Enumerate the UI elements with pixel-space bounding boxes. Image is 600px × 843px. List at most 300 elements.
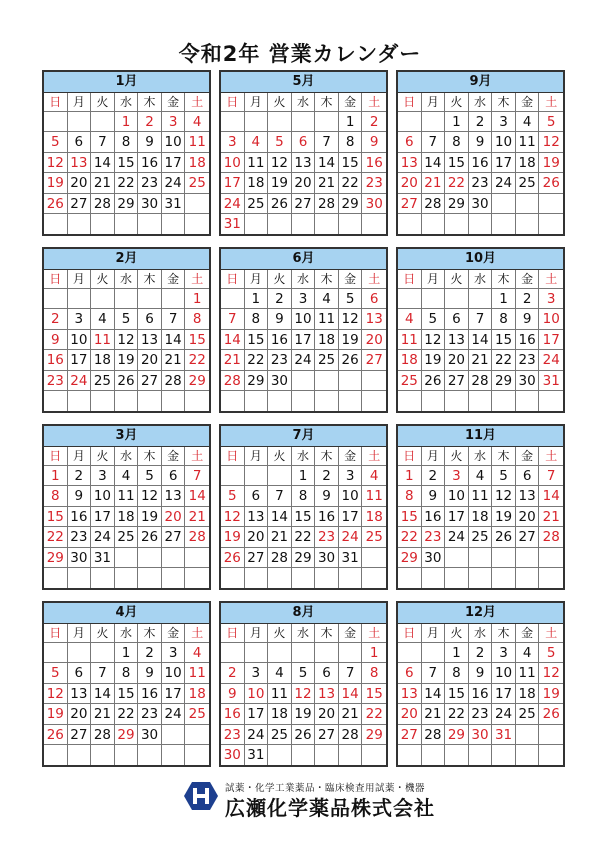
day-cell: 8: [115, 132, 139, 152]
weekday-label: 日: [221, 270, 245, 289]
day-cell: 14: [268, 507, 292, 527]
day-cell: [516, 194, 540, 214]
day-cell: 13: [162, 486, 186, 506]
day-cell: 1: [115, 643, 139, 663]
day-cell: 29: [445, 725, 469, 745]
day-cell: 10: [91, 486, 115, 506]
day-cell: 20: [315, 704, 339, 724]
day-cell: 15: [492, 330, 516, 350]
day-cell: [245, 466, 269, 486]
month-grid: [398, 270, 563, 411]
day-cell: 28: [315, 194, 339, 214]
day-cell: [115, 548, 139, 568]
month-grid: [221, 624, 386, 765]
day-cell: 19: [268, 173, 292, 193]
day-cell: 6: [292, 132, 316, 152]
day-cell: [362, 568, 386, 588]
day-cell: 8: [362, 663, 386, 683]
day-cell: 19: [339, 330, 363, 350]
day-cell: 9: [516, 309, 540, 329]
day-cell: 23: [68, 527, 92, 547]
day-cell: [469, 568, 493, 588]
day-cell: [422, 568, 446, 588]
weekday-label: 水: [469, 624, 493, 643]
day-cell: 11: [362, 486, 386, 506]
day-cell: [492, 568, 516, 588]
day-cell: 7: [91, 663, 115, 683]
weekday-label: 金: [516, 447, 540, 466]
hirose-logo-icon: [183, 781, 219, 811]
day-cell: 25: [516, 173, 540, 193]
day-cell: 7: [315, 132, 339, 152]
day-cell: 24: [492, 173, 516, 193]
day-cell: [91, 568, 115, 588]
day-cell: 24: [292, 350, 316, 370]
weekday-label: 木: [315, 93, 339, 112]
day-cell: [221, 643, 245, 663]
day-cell: [339, 214, 363, 234]
day-cell: 19: [138, 507, 162, 527]
day-cell: 3: [91, 466, 115, 486]
day-cell: 27: [362, 350, 386, 370]
weekday-label: 木: [138, 93, 162, 112]
day-cell: 25: [315, 350, 339, 370]
day-cell: 9: [44, 330, 68, 350]
weekday-label: 月: [68, 93, 92, 112]
day-cell: 3: [162, 643, 186, 663]
day-cell: [539, 745, 563, 765]
day-cell: 25: [185, 704, 209, 724]
day-cell: 6: [138, 309, 162, 329]
day-cell: [91, 745, 115, 765]
day-cell: 15: [115, 684, 139, 704]
day-cell: [362, 371, 386, 391]
day-cell: 18: [268, 704, 292, 724]
day-cell: 11: [91, 330, 115, 350]
day-cell: 11: [516, 663, 540, 683]
day-cell: 13: [292, 153, 316, 173]
day-cell: 6: [516, 466, 540, 486]
day-cell: 12: [339, 309, 363, 329]
day-cell: [138, 289, 162, 309]
weekday-label: 日: [398, 93, 422, 112]
day-cell: 15: [292, 507, 316, 527]
day-cell: 23: [362, 173, 386, 193]
day-cell: 10: [339, 486, 363, 506]
weekday-label: 日: [44, 270, 68, 289]
weekday-label: 金: [162, 624, 186, 643]
day-cell: 1: [398, 466, 422, 486]
weekday-label: 火: [91, 624, 115, 643]
weekday-label: 金: [339, 624, 363, 643]
day-cell: 4: [315, 289, 339, 309]
day-cell: [469, 289, 493, 309]
weekday-label: 日: [221, 624, 245, 643]
day-cell: [445, 214, 469, 234]
day-cell: 27: [315, 725, 339, 745]
day-cell: 3: [68, 309, 92, 329]
month-calendar: [219, 424, 388, 590]
month-grid: [398, 93, 563, 234]
weekday-label: 木: [492, 447, 516, 466]
day-cell: 21: [315, 173, 339, 193]
day-cell: [91, 391, 115, 411]
day-cell: [539, 548, 563, 568]
month-calendar: [396, 70, 565, 236]
day-cell: 25: [245, 194, 269, 214]
day-cell: 29: [185, 371, 209, 391]
month-grid: [398, 624, 563, 765]
day-cell: [68, 391, 92, 411]
day-cell: [162, 391, 186, 411]
day-cell: 30: [138, 194, 162, 214]
day-cell: 19: [539, 153, 563, 173]
day-cell: 21: [469, 350, 493, 370]
month-header: 10月: [398, 249, 563, 270]
day-cell: 2: [469, 112, 493, 132]
day-cell: 9: [469, 663, 493, 683]
day-cell: 29: [292, 548, 316, 568]
day-cell: 7: [162, 309, 186, 329]
day-cell: 29: [115, 194, 139, 214]
weekday-label: 火: [268, 624, 292, 643]
day-cell: 20: [398, 704, 422, 724]
day-cell: 2: [362, 112, 386, 132]
day-cell: [68, 568, 92, 588]
month-calendar: [396, 601, 565, 767]
day-cell: 14: [339, 684, 363, 704]
day-cell: 4: [185, 643, 209, 663]
day-cell: 30: [422, 548, 446, 568]
day-cell: 15: [362, 684, 386, 704]
weekday-label: 木: [492, 270, 516, 289]
weekday-label: 土: [362, 447, 386, 466]
day-cell: 5: [138, 466, 162, 486]
weekday-label: 月: [422, 447, 446, 466]
day-cell: [292, 371, 316, 391]
day-cell: 7: [185, 466, 209, 486]
day-cell: 22: [245, 350, 269, 370]
weekday-label: 月: [68, 270, 92, 289]
day-cell: 18: [245, 173, 269, 193]
day-cell: [91, 112, 115, 132]
day-cell: 24: [492, 704, 516, 724]
day-cell: 5: [268, 132, 292, 152]
day-cell: 18: [398, 350, 422, 370]
day-cell: 16: [422, 507, 446, 527]
day-cell: 12: [115, 330, 139, 350]
weekday-label: 土: [185, 447, 209, 466]
day-cell: [539, 568, 563, 588]
day-cell: 16: [362, 153, 386, 173]
day-cell: 24: [445, 527, 469, 547]
month-calendar: [219, 247, 388, 413]
day-cell: 12: [221, 507, 245, 527]
weekday-label: 月: [422, 93, 446, 112]
day-cell: 12: [138, 486, 162, 506]
day-cell: 25: [516, 704, 540, 724]
day-cell: [91, 643, 115, 663]
day-cell: [268, 466, 292, 486]
day-cell: [91, 214, 115, 234]
day-cell: 9: [68, 486, 92, 506]
day-cell: 16: [44, 350, 68, 370]
day-cell: 8: [445, 132, 469, 152]
day-cell: 4: [91, 309, 115, 329]
day-cell: 24: [68, 371, 92, 391]
day-cell: [292, 568, 316, 588]
day-cell: 28: [339, 725, 363, 745]
weekday-label: 土: [362, 624, 386, 643]
day-cell: 1: [339, 112, 363, 132]
day-cell: [422, 289, 446, 309]
day-cell: 12: [539, 663, 563, 683]
day-cell: [292, 112, 316, 132]
day-cell: 22: [492, 350, 516, 370]
day-cell: 14: [162, 330, 186, 350]
day-cell: 23: [221, 725, 245, 745]
day-cell: 2: [469, 643, 493, 663]
weekday-label: 土: [539, 447, 563, 466]
day-cell: 21: [422, 704, 446, 724]
day-cell: [422, 214, 446, 234]
day-cell: 27: [292, 194, 316, 214]
weekday-label: 水: [469, 93, 493, 112]
day-cell: [398, 568, 422, 588]
day-cell: 15: [445, 153, 469, 173]
day-cell: 9: [362, 132, 386, 152]
month-grid: [221, 93, 386, 234]
day-cell: 9: [469, 132, 493, 152]
day-cell: [492, 194, 516, 214]
day-cell: 7: [422, 132, 446, 152]
day-cell: 13: [68, 684, 92, 704]
weekday-label: 日: [221, 447, 245, 466]
day-cell: 8: [492, 309, 516, 329]
day-cell: [315, 568, 339, 588]
day-cell: 16: [469, 153, 493, 173]
day-cell: [516, 214, 540, 234]
day-cell: 28: [91, 194, 115, 214]
day-cell: [91, 289, 115, 309]
day-cell: 19: [115, 350, 139, 370]
day-cell: 1: [492, 289, 516, 309]
day-cell: [138, 568, 162, 588]
weekday-label: 金: [516, 93, 540, 112]
day-cell: 31: [339, 548, 363, 568]
day-cell: [185, 194, 209, 214]
day-cell: 12: [44, 684, 68, 704]
month-calendar: [42, 601, 211, 767]
day-cell: 21: [422, 173, 446, 193]
weekday-label: 土: [362, 93, 386, 112]
day-cell: 13: [445, 330, 469, 350]
day-cell: 27: [138, 371, 162, 391]
day-cell: 1: [292, 466, 316, 486]
weekday-label: 水: [115, 624, 139, 643]
day-cell: 28: [268, 548, 292, 568]
month-calendar: [396, 247, 565, 413]
day-cell: 11: [315, 309, 339, 329]
day-cell: [115, 214, 139, 234]
month-header: 8月: [221, 603, 386, 624]
day-cell: 19: [221, 527, 245, 547]
day-cell: 21: [339, 704, 363, 724]
day-cell: [292, 745, 316, 765]
day-cell: 29: [398, 548, 422, 568]
day-cell: [422, 643, 446, 663]
day-cell: 24: [162, 704, 186, 724]
day-cell: 6: [162, 466, 186, 486]
day-cell: 4: [245, 132, 269, 152]
day-cell: [315, 745, 339, 765]
day-cell: 31: [539, 371, 563, 391]
day-cell: [245, 643, 269, 663]
day-cell: [44, 289, 68, 309]
day-cell: 3: [445, 466, 469, 486]
day-cell: 7: [539, 466, 563, 486]
day-cell: [245, 112, 269, 132]
weekday-label: 木: [138, 270, 162, 289]
day-cell: 9: [138, 663, 162, 683]
day-cell: 14: [422, 684, 446, 704]
day-cell: 15: [115, 153, 139, 173]
day-cell: 7: [422, 663, 446, 683]
day-cell: 21: [162, 350, 186, 370]
month-calendar: [42, 247, 211, 413]
day-cell: 13: [245, 507, 269, 527]
weekday-label: 金: [339, 93, 363, 112]
day-cell: 3: [245, 663, 269, 683]
weekday-label: 土: [185, 270, 209, 289]
page-title: 令和2年 営業カレンダー: [178, 42, 422, 66]
day-cell: 17: [539, 330, 563, 350]
day-cell: 8: [398, 486, 422, 506]
day-cell: 17: [68, 350, 92, 370]
day-cell: 22: [445, 173, 469, 193]
day-cell: 9: [221, 684, 245, 704]
day-cell: [516, 391, 540, 411]
day-cell: 5: [339, 289, 363, 309]
month-grid: [44, 93, 209, 234]
day-cell: 25: [268, 725, 292, 745]
day-cell: [516, 725, 540, 745]
day-cell: 10: [492, 132, 516, 152]
day-cell: [138, 745, 162, 765]
day-cell: 30: [268, 371, 292, 391]
day-cell: 10: [245, 684, 269, 704]
weekday-label: 月: [245, 93, 269, 112]
day-cell: 14: [422, 153, 446, 173]
day-cell: [221, 289, 245, 309]
day-cell: 2: [315, 466, 339, 486]
month-calendar: [219, 601, 388, 767]
day-cell: 1: [445, 112, 469, 132]
day-cell: [185, 548, 209, 568]
day-cell: 30: [315, 548, 339, 568]
weekday-label: 月: [245, 270, 269, 289]
day-cell: 19: [44, 704, 68, 724]
day-cell: [539, 391, 563, 411]
day-cell: [315, 112, 339, 132]
day-cell: [44, 112, 68, 132]
day-cell: 14: [315, 153, 339, 173]
weekday-label: 日: [398, 270, 422, 289]
day-cell: 28: [422, 725, 446, 745]
company-name: 広瀬化学薬品株式会社: [225, 796, 435, 820]
day-cell: 28: [539, 527, 563, 547]
day-cell: 20: [292, 173, 316, 193]
day-cell: 14: [221, 330, 245, 350]
day-cell: [185, 725, 209, 745]
day-cell: 26: [539, 173, 563, 193]
day-cell: 8: [445, 663, 469, 683]
day-cell: 22: [292, 527, 316, 547]
day-cell: 21: [221, 350, 245, 370]
day-cell: [398, 643, 422, 663]
weekday-label: 火: [445, 447, 469, 466]
day-cell: 5: [292, 663, 316, 683]
month-grid: [398, 447, 563, 588]
day-cell: [516, 548, 540, 568]
day-cell: [68, 112, 92, 132]
day-cell: [492, 391, 516, 411]
day-cell: 21: [185, 507, 209, 527]
day-cell: 15: [185, 330, 209, 350]
day-cell: 12: [44, 153, 68, 173]
day-cell: 2: [422, 466, 446, 486]
month-header: 1月: [44, 72, 209, 93]
weekday-label: 金: [162, 93, 186, 112]
day-cell: 28: [91, 725, 115, 745]
day-cell: 31: [91, 548, 115, 568]
day-cell: 10: [221, 153, 245, 173]
day-cell: 13: [362, 309, 386, 329]
day-cell: [516, 568, 540, 588]
day-cell: 9: [422, 486, 446, 506]
day-cell: 3: [492, 112, 516, 132]
day-cell: 24: [245, 725, 269, 745]
day-cell: 17: [492, 153, 516, 173]
day-cell: [185, 214, 209, 234]
month-grid: [44, 447, 209, 588]
day-cell: 14: [185, 486, 209, 506]
weekday-label: 火: [91, 270, 115, 289]
day-cell: 13: [68, 153, 92, 173]
day-cell: 4: [516, 112, 540, 132]
day-cell: [315, 371, 339, 391]
weekday-label: 日: [44, 447, 68, 466]
month-header: 4月: [44, 603, 209, 624]
day-cell: 17: [162, 684, 186, 704]
day-cell: 10: [162, 132, 186, 152]
day-cell: 22: [44, 527, 68, 547]
day-cell: [469, 391, 493, 411]
day-cell: [185, 391, 209, 411]
day-cell: 25: [115, 527, 139, 547]
day-cell: [185, 745, 209, 765]
day-cell: 18: [185, 153, 209, 173]
day-cell: 9: [315, 486, 339, 506]
day-cell: 26: [539, 704, 563, 724]
day-cell: 18: [91, 350, 115, 370]
day-cell: 26: [221, 548, 245, 568]
day-cell: [422, 112, 446, 132]
day-cell: 20: [445, 350, 469, 370]
day-cell: 10: [162, 663, 186, 683]
day-cell: 23: [469, 704, 493, 724]
month-calendar: [42, 424, 211, 590]
